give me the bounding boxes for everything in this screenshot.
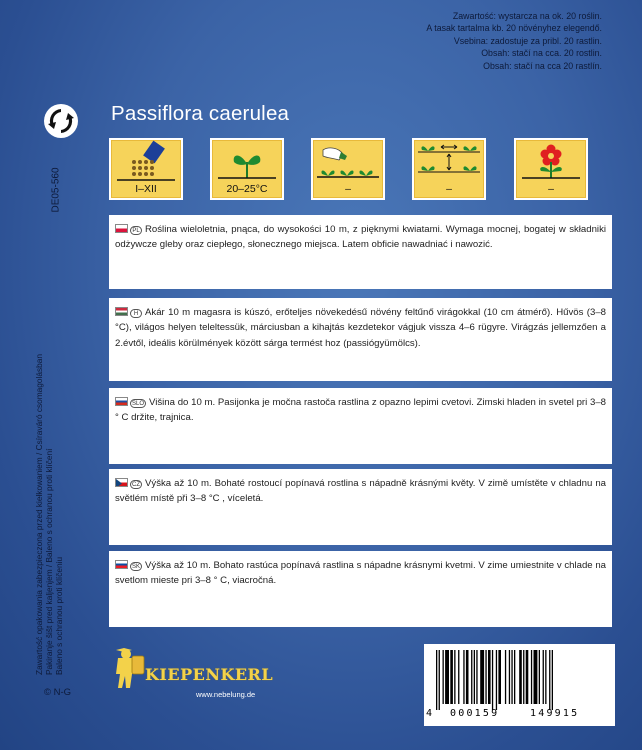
barcode-bars [432,650,608,710]
barcode-bar [505,650,506,704]
contents-line: Obsah: stačí na cca. 20 rostlin. [481,48,602,59]
section-text: Výška až 10 m. Bohato rastúca popínavá rastlina s nápadne krásnymi kvetmi. V zime umiestnite v chlade na svetlom mieste pri 3–8 ° C, viacročná. [115,560,606,587]
barcode-bar [471,650,472,704]
barcode-bar [539,650,540,704]
flag-si-icon [115,397,128,406]
contents-line: A tasak tartalma kb. 20 növényhez elegendő. [426,23,602,34]
planting-out-caption: – [345,183,351,195]
lang-code-badge: PL [130,226,142,235]
section-slo [109,388,612,464]
barcode-bar [492,650,493,710]
contents-line: Vsebina: zadostuje za pribl. 20 rastlin. [453,35,602,46]
lang-code-badge: H [130,309,142,318]
barcode-bar [509,650,510,704]
lang-code-badge: SK [132,564,141,570]
barcode-bar [543,650,544,704]
barcode-bar [549,650,550,710]
barcode-bar [545,650,546,704]
section-text: Višina do 10 m. Pasijonka je močna rastoča rastlina z opazno lepimi cvetovi. Zimski hladen in svetel pri 3–8 ° C držite, trajnica. [115,397,606,424]
side-text-line: Baleno s ochranou proti klíčeniu [54,556,64,675]
side-text-line: Pakiranje šišt pred kaljenjem / Baleno s ochranou proti klíčení [44,448,54,675]
section-sk [109,551,612,627]
barcode-bar [552,650,553,710]
contents-info [342,10,602,72]
flag-sk-icon [115,560,128,569]
barcode-bar [454,650,455,704]
section-text: Akár 10 m magasra is kúszó, erőteljes növekedésű növény feltűnő virágokkal (10 cm átmérő). Hűvös (3–8 °C), világos helyen teleltessük, márciusban a kihajtás kezdetekor vágjuk vissza 4–6 rügyre. Virágzás jellemzően a 2.évtől, ideális körülmények között sárga termést hoz (passiógyümölcs). [115,307,606,349]
spacing-caption: – [446,183,452,195]
barcode-bar [466,650,469,704]
barcode-digit-first: 4 [426,708,433,719]
flowering-caption: – [548,183,554,195]
flag-cz-icon [115,478,128,487]
section-text: Roślina wieloletnia, pnąca, do wysokości 10 m, z pięknymi kwiatami. Wymaga mocnej, bogatej w składniki odżywcze gleby oraz ciepłego, słonecznego miejsca. Latem obficie nawadniać i nawozić. [115,224,606,251]
barcode-bar [450,650,453,704]
barcode-digits-right: 149915 [530,708,580,719]
copyright: © N-G [44,687,72,698]
contents-line: Zawartość: wystarcza na ok. 20 roślin. [452,11,602,21]
lang-code-badge: SLO [132,401,145,407]
barcode-bar [511,650,512,704]
flag-hu-icon [115,307,128,316]
barcode-bar [439,650,440,710]
spacing-icon [412,138,486,200]
barcode-bar [531,650,532,704]
barcode-bar [523,650,524,704]
article-code [49,160,63,220]
side-text [33,235,65,675]
contents-line: Obsah: stačí na cca 20 rastlín. [483,60,602,71]
barcode-digits-left: 000159 [450,708,500,719]
planting-out-icon [311,138,385,200]
section-pl [109,215,612,289]
section-hu [109,298,612,381]
barcode-bar [443,650,444,704]
product-title: Passiflora caerulea [111,102,290,125]
barcode-bar [474,650,475,704]
flag-pl-icon [115,224,128,233]
barcode-bar [445,650,449,704]
barcode-bar [480,650,484,704]
barcode-bar [496,650,497,710]
barcode-bar [476,650,477,704]
barcode-bar [514,650,515,704]
flowering-icon [514,138,588,200]
article-code-text: DE05-560 [50,167,62,213]
section-cz [109,469,612,545]
barcode-bar [498,650,501,704]
barcode-bar [436,650,437,710]
barcode-bar [458,650,459,704]
recycle-icon [44,104,78,138]
barcode-bar [534,650,538,704]
germination-icon [210,138,284,200]
brand-name: KIEPENKERL [145,665,274,684]
barcode-bar [526,650,529,704]
barcode-bar [488,650,491,704]
germination-caption: 20–25°C [226,183,268,195]
website: www.nebelung.de [196,690,256,699]
barcode [424,644,615,726]
barcode-bar [519,650,522,704]
sowing-caption: I–XII [135,183,157,195]
sowing-icon [109,138,183,200]
barcode-bar [463,650,464,704]
lang-code-badge: CZ [132,482,140,488]
kiepenkerl-logo-icon [112,646,148,695]
side-text-line: Zawartość opakowania zabezpieczona przed kiełkowaniem / Csíraváró csomagolásban [34,354,44,675]
barcode-bar [485,650,486,704]
section-text: Výška až 10 m. Bohaté rostoucí popínavá rostlina s nápadně krásnými květy. V zimě umístěte v chladnu na světlém místě při 3–8 °C , víceletá. [115,478,606,505]
